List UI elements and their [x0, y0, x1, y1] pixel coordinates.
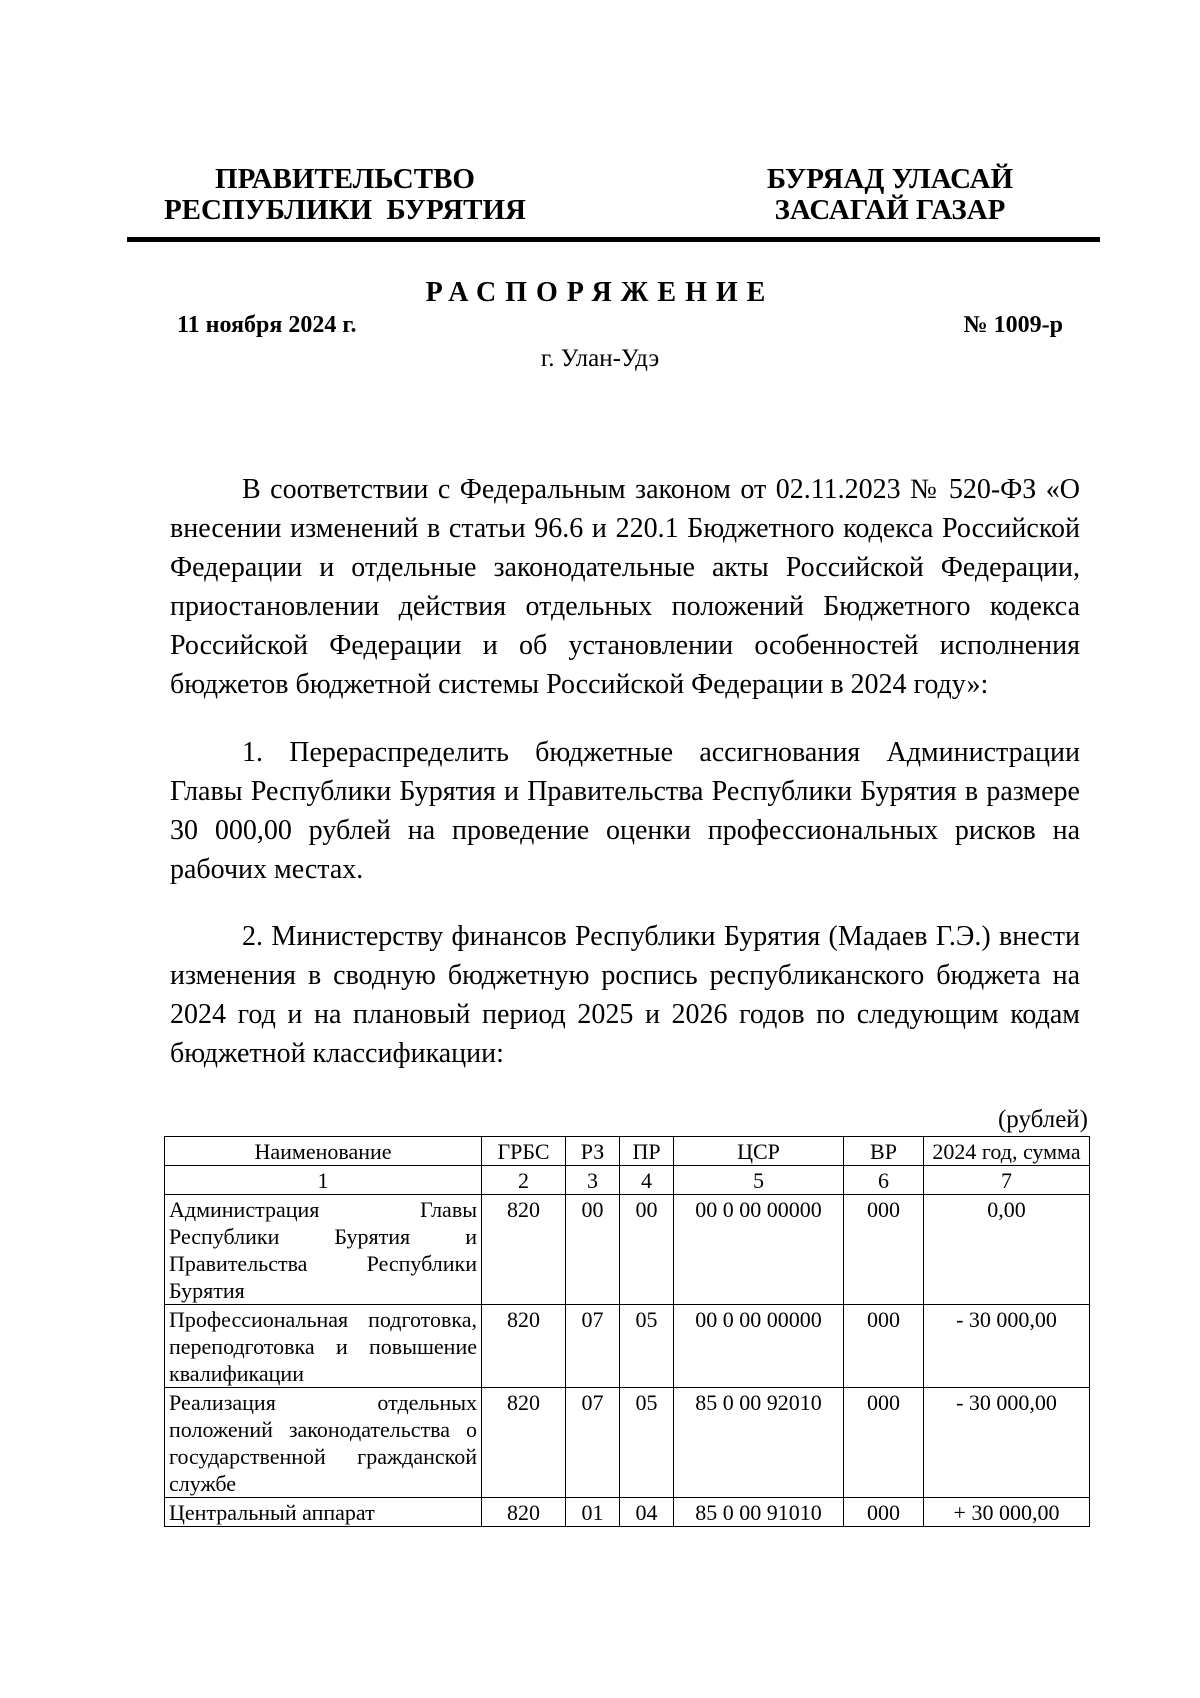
table-row [165, 1498, 1090, 1527]
document-title: РАСПОРЯЖЕНИЕ [425, 277, 775, 308]
table-number-cell: 2 [482, 1166, 566, 1195]
table-header-cell: Наименование [165, 1137, 482, 1166]
table-cell: 04 [620, 1498, 674, 1527]
table-header-cell: РЗ [566, 1137, 620, 1166]
header-right-line1: БУРЯАД УЛАСАЙ [766, 163, 1014, 195]
document-number: № 1009-р [963, 312, 1063, 338]
document-date: 11 ноября 2024 г. [177, 312, 357, 338]
table-number-cell: 6 [844, 1166, 924, 1195]
table-cell-name: Центральный аппарат [165, 1498, 482, 1527]
table-header-cell: ЦСР [674, 1137, 844, 1166]
table-number-cell: 7 [924, 1166, 1090, 1195]
table-cell-amount: + 30 000,00 [924, 1498, 1090, 1527]
table-header-cell: ВР [844, 1137, 924, 1166]
table-cell-amount: 0,00 [924, 1195, 1090, 1305]
table-cell: 00 [620, 1195, 674, 1305]
table-number-cell: 3 [566, 1166, 620, 1195]
table-number-cell: 5 [674, 1166, 844, 1195]
table-number-cell: 1 [165, 1166, 482, 1195]
table-row [165, 1195, 1090, 1305]
header-divider [127, 237, 1100, 242]
preamble-paragraph: В соответствии с Федеральным законом от 02.11.2023 № 520-ФЗ «О внесении изменений в статьи 96.6 и 220.1 Бюджетного кодекса Российской Федерации и отдельные законодательные акты Российской Федерации, приостановлении действия отдельных положений Бюджетного кодекса Российской Федерации и об установлении особенностей исполнения бюджетов бюджетной системы Российской Федерации в 2024 году»: [170, 474, 1080, 700]
table-row [165, 1388, 1090, 1498]
table-cell: 820 [482, 1498, 566, 1527]
table-cell: 00 0 00 00000 [674, 1305, 844, 1388]
header-left [160, 164, 530, 226]
table-cell: 85 0 00 92010 [674, 1388, 844, 1498]
table-header-cell: ГРБС [482, 1137, 566, 1166]
table-number-row [165, 1166, 1090, 1195]
header-right-line2: ЗАСАГАЙ ГАЗАР [774, 194, 1006, 226]
table-cell: 820 [482, 1195, 566, 1305]
table-header-row [165, 1137, 1090, 1166]
table-cell: 820 [482, 1388, 566, 1498]
budget-table [164, 1136, 1090, 1527]
item-2-paragraph: 2. Министерству финансов Республики Бурятия (Мадаев Г.Э.) внести изменения в сводную бюджетную роспись республиканского бюджета на 2024 год и на плановый период 2025 и 2026 годов по следующим кодам бюджетной классификации: [170, 921, 1080, 1069]
table-units: (рублей) [997, 1106, 1088, 1133]
table-cell: 05 [620, 1388, 674, 1498]
table-cell: 000 [844, 1305, 924, 1388]
table-cell-name: Реализация отдельных положений законодательства о государственной гражданской службе [165, 1388, 482, 1498]
table-cell: 00 [566, 1195, 620, 1305]
table-cell-name: Профессиональная подготовка, переподготовка и повышение квалификации [165, 1305, 482, 1388]
table-header-cell: 2024 год, сумма [924, 1137, 1090, 1166]
header-left-line2: РЕСПУБЛИКИ БУРЯТИЯ [163, 194, 527, 226]
table-row [165, 1305, 1090, 1388]
table-cell: 07 [566, 1305, 620, 1388]
table-cell: 820 [482, 1305, 566, 1388]
table-cell-amount: - 30 000,00 [924, 1388, 1090, 1498]
table-number-cell: 4 [620, 1166, 674, 1195]
item-1-paragraph: 1. Перераспределить бюджетные ассигнования Администрации Главы Республики Бурятия и Правительства Республики Бурятия в размере 30 000,00 рублей на проведение оценки профессиональных рисков на рабочих местах. [170, 737, 1080, 885]
document-city: г. Улан-Удэ [540, 345, 660, 372]
table-cell: 05 [620, 1305, 674, 1388]
header-right [740, 164, 1040, 226]
header-left-line1: ПРАВИТЕЛЬСТВО [215, 163, 475, 195]
table-cell: 85 0 00 91010 [674, 1498, 844, 1527]
table-cell: 00 0 00 00000 [674, 1195, 844, 1305]
table-cell: 000 [844, 1195, 924, 1305]
table-cell: 000 [844, 1388, 924, 1498]
table-cell-name: Администрация Главы Республики Бурятия и Правительства Республики Бурятия [165, 1195, 482, 1305]
table-header-cell: ПР [620, 1137, 674, 1166]
table-cell: 01 [566, 1498, 620, 1527]
table-cell: 000 [844, 1498, 924, 1527]
table-cell-amount: - 30 000,00 [924, 1305, 1090, 1388]
table-cell: 07 [566, 1388, 620, 1498]
